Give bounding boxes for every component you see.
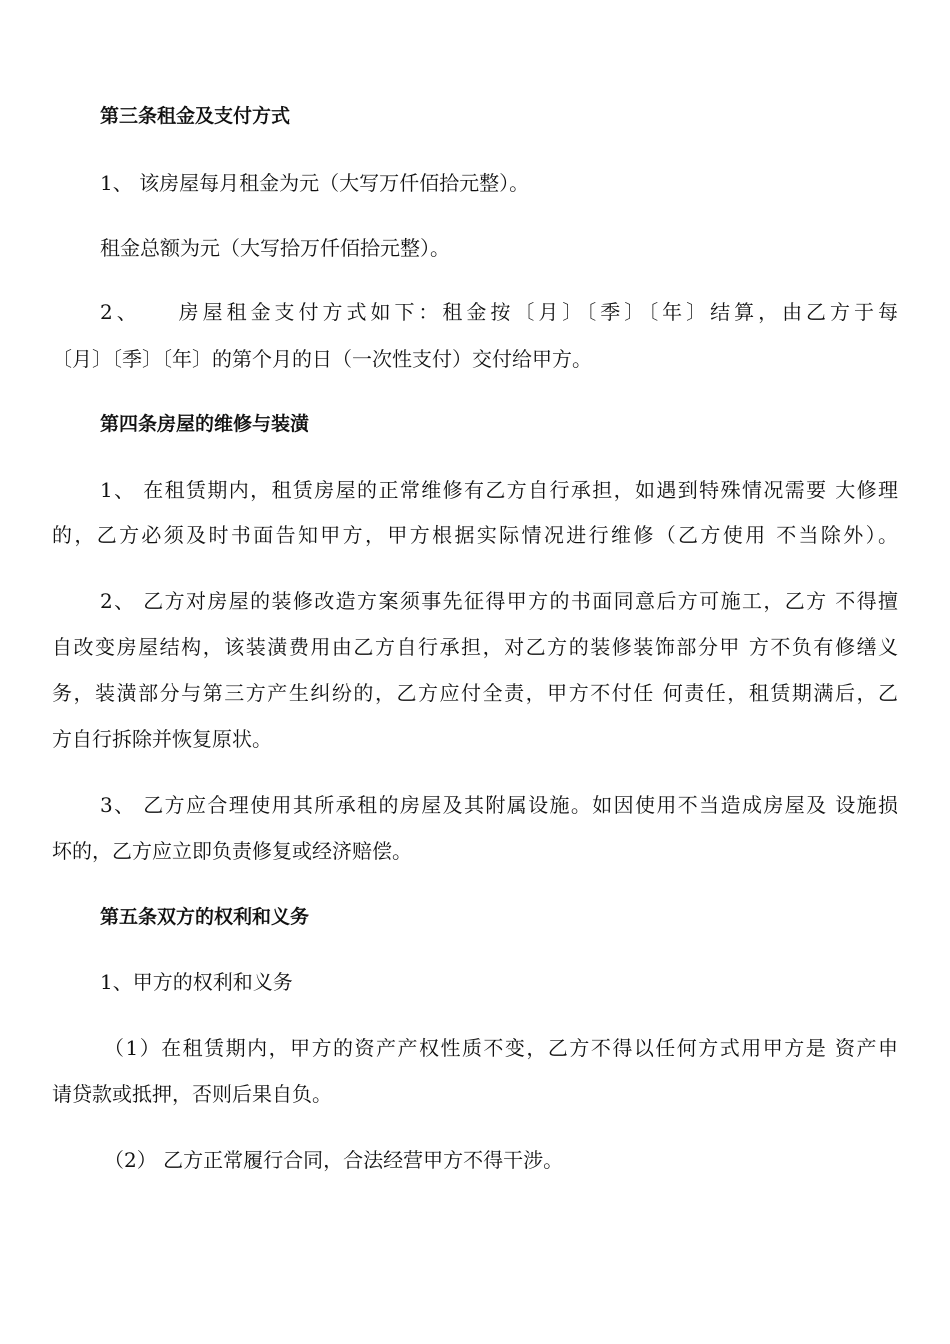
paragraph-line: 自改变房屋结构，该装潢费用由乙方自行承担，对乙方的装修装饰部分甲 方不负有修缮义 xyxy=(52,635,898,659)
section-heading-5: 第五条双方的权利和义务 xyxy=(100,906,310,928)
paragraph-line: 3、 乙方应合理使用其所承租的房屋及其附属设施。如因使用不当造成房屋及 设施损 xyxy=(100,793,898,817)
paragraph-line: 2、 房屋租金支付方式如下：租金按〔月〕〔季〕〔年〕结算，由乙方于每 xyxy=(100,300,898,324)
paragraph-line: 方自行拆除并恢复原状。 xyxy=(52,727,272,751)
paragraph-line: 的，乙方必须及时书面告知甲方，甲方根据实际情况进行维修（乙方使用 不当除外）。 xyxy=(52,523,898,547)
paragraph: 1、甲方的权利和义务 xyxy=(100,970,293,994)
paragraph-line: （1）在租赁期内，甲方的资产产权性质不变，乙方不得以任何方式用甲方是 资产申 xyxy=(104,1036,898,1060)
paragraph: 租金总额为元（大写拾万仟佰拾元整）。 xyxy=(100,236,450,260)
paragraph: （2） 乙方正常履行合同，合法经营甲方不得干涉。 xyxy=(104,1148,564,1172)
paragraph: 1、 该房屋每月租金为元（大写万仟佰拾元整）。 xyxy=(100,171,530,195)
paragraph-line: 务，装潢部分与第三方产生纠纷的，乙方应付全责，甲方不付任 何责任，租赁期满后，乙 xyxy=(52,681,898,705)
paragraph-line: 1、 在租赁期内，租赁房屋的正常维修有乙方自行承担，如遇到特殊情况需要 大修理 xyxy=(100,478,898,502)
paragraph-line: 请贷款或抵押，否则后果自负。 xyxy=(52,1082,332,1106)
section-heading-3: 第三条租金及支付方式 xyxy=(100,105,291,127)
paragraph-line: 坏的，乙方应立即负责修复或经济赔偿。 xyxy=(52,839,412,863)
section-heading-4: 第四条房屋的维修与装潢 xyxy=(100,413,310,435)
paragraph-line: 2、 乙方对房屋的装修改造方案须事先征得甲方的书面同意后方可施工，乙方 不得擅 xyxy=(100,589,898,613)
paragraph-line: 〔月〕〔季〕〔年〕的第个月的日（一次性支付）交付给甲方。 xyxy=(52,347,592,371)
